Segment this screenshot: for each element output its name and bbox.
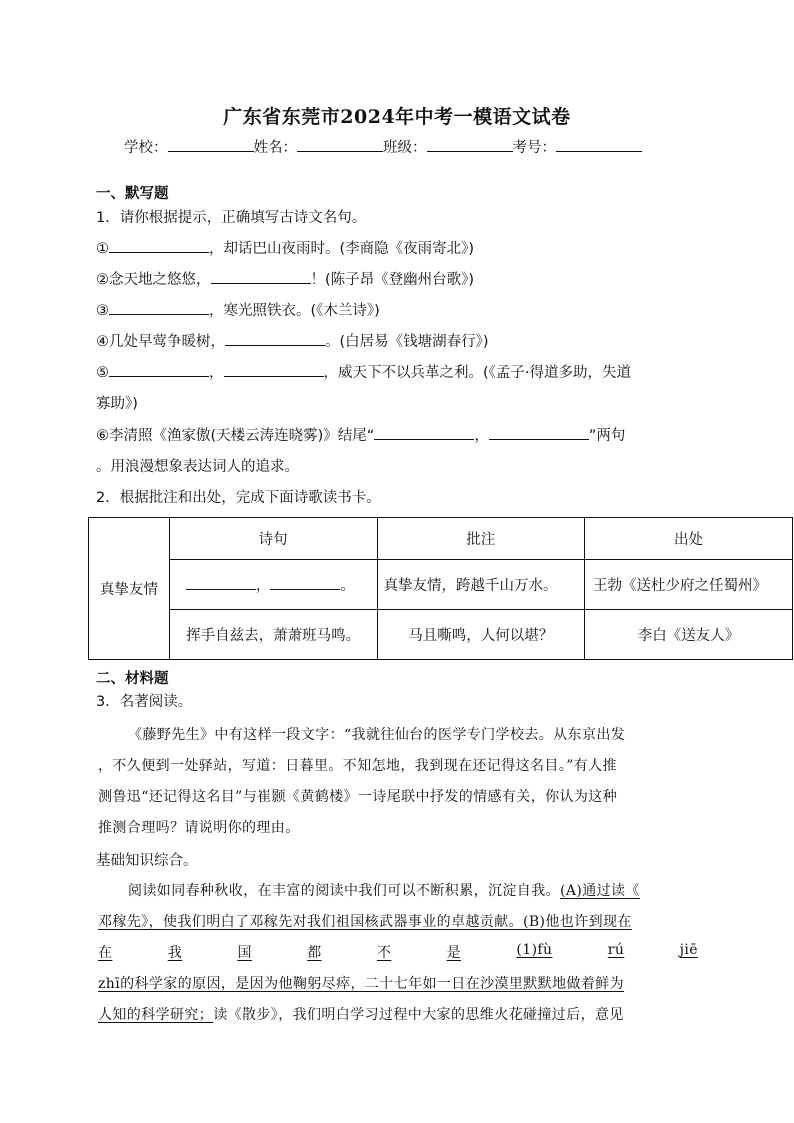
item5-number: ⑤ (96, 365, 109, 381)
recitation-item-6 (96, 424, 625, 445)
question1-intro: 1．请你根据提示，正确填写古诗文名句。 (96, 210, 367, 226)
item3-text: ，寒光照铁衣。(《木兰诗》) (209, 303, 380, 319)
row1-source: 王勃《送杜少府之任蜀州》 (585, 560, 793, 610)
item1-blank[interactable] (109, 238, 209, 253)
name-blank[interactable] (297, 137, 383, 152)
item5-blank-b[interactable] (224, 362, 324, 377)
header-poem: 诗句 (169, 518, 377, 560)
name-label: 姓名： (253, 140, 297, 156)
item6-text-a: ⑥李清照《渔家傲(天楼云涛连晓雾)》结尾“ (96, 428, 375, 444)
word: 是 (446, 945, 462, 961)
item5-sep: ， (209, 365, 224, 381)
table-blank-a[interactable] (186, 575, 256, 590)
item5-blank-a[interactable] (109, 362, 209, 377)
school-blank[interactable] (168, 137, 254, 152)
item6-blank-a[interactable] (374, 425, 474, 440)
item4-text-a: ④几处早莺争暖树， (96, 334, 225, 350)
item2-blank[interactable] (211, 269, 311, 284)
class-label: 班级： (383, 140, 427, 156)
item3-blank[interactable] (109, 300, 209, 315)
reading-passage-line-4: zhī的科学家的原因，是因为他鞠躬尽瘁，二十七年如一日在沙漠里默默地做着鲜为 (98, 976, 625, 992)
item2-text-a: ②念天地之悠悠， (96, 272, 211, 288)
header-note: 批注 (377, 518, 585, 560)
item6-sep: ， (474, 428, 489, 444)
table-blank-b[interactable] (270, 575, 340, 590)
item1-text: ，却话巴山夜雨时。(李商隐《夜雨寄北》) (209, 241, 475, 257)
word: 不 (376, 945, 392, 961)
recitation-item-5 (96, 361, 631, 382)
reading-passage-line-1 (128, 880, 640, 900)
underlined-sentence: 人知的科学研究； (98, 1007, 214, 1023)
item5-text: ，威天下不以兵革之利。(《孟子·得道多助，失道 (323, 365, 632, 381)
reading-passage-line-2: 邓稼先》，使我们明白了邓稼先对我们祖国核武器事业的卓越贡献。(B)他也许到现在 (98, 914, 632, 930)
pinyin: jiē (679, 942, 698, 958)
school-label: 学校： (124, 140, 168, 156)
row2-poem: 挥手自兹去，萧萧班马鸣。 (169, 610, 377, 660)
passage-text: 阅读如同春种秋收，在丰富的阅读中我们可以不断积累，沉淀自我。 (128, 883, 560, 899)
row1-sep: ， (255, 578, 271, 594)
question3-intro: 3．名著阅读。 (96, 694, 193, 710)
reading-passage-line-5 (98, 1004, 624, 1024)
passage-line: ，不久便到一处驿站，写道：日暮里。不知怎地，我到现在还记得这名目。”有人推 (98, 758, 617, 774)
item3-number: ③ (96, 303, 109, 319)
number-label: 考号： (512, 140, 556, 156)
row1-poem-cell (169, 560, 377, 610)
recitation-item-4 (96, 330, 489, 351)
row-label-cell (89, 518, 170, 660)
recitation-item-3 (96, 299, 380, 320)
word: 国 (237, 945, 252, 961)
item1-number: ① (96, 241, 109, 257)
row1-end: 。 (340, 578, 355, 594)
section2-heading: 二、材料题 (96, 671, 169, 687)
passage-line: 《藤野先生》中有这样一段文字：“我就往仙台的医学专门学校去。从东京出发 (128, 727, 626, 743)
recitation-item-2 (96, 268, 474, 289)
recitation-item-6-cont: 。用浪漫想象表达词人的追求。 (96, 459, 299, 475)
item6-text-b: ”两句 (588, 428, 626, 444)
item4-text-b: 。(白居易《钱塘湖春行》) (325, 334, 489, 350)
word: 在 (98, 945, 113, 961)
recitation-item-5-cont: 寡助》) (96, 396, 138, 412)
underlined-sentence: (A)通过读《 (560, 883, 640, 899)
reading-card-table (88, 517, 793, 660)
row2-source: 李白《送友人》 (585, 610, 793, 660)
item6-blank-b[interactable] (489, 425, 589, 440)
row-label: 真挚友情 (99, 582, 158, 598)
row2-note: 马且嘶鸣，人何以堪？ (377, 610, 585, 660)
word: 都 (307, 945, 322, 961)
passage-line: 测鲁迅“还记得这名目”与崔颢《黄鹤楼》一诗尾联中抒发的情感有关，你认为这种 (98, 789, 618, 805)
pinyin: rú (607, 942, 625, 958)
student-info-line (124, 136, 642, 157)
header-source: 出处 (585, 518, 793, 560)
page-title: 广东省东莞市2024年中考一模语文试卷 (223, 106, 571, 128)
passage-line: 推测合理吗？请说明你的理由。 (98, 820, 300, 836)
section1-heading: 一、默写题 (96, 186, 169, 202)
word: 我 (167, 945, 183, 961)
item2-text-b: ！(陈子昂《登幽州台歌》) (310, 272, 475, 288)
passage-text: 读《散步》，我们明白学习过程中大家的思维火花碰撞过后，意见 (213, 1007, 624, 1023)
reading-passage-line-3 (98, 942, 698, 962)
recitation-item-1 (96, 237, 474, 258)
row1-note: 真挚友情，跨越千山万水。 (377, 560, 585, 610)
number-blank[interactable] (556, 137, 642, 152)
pinyin: (1)fù (516, 942, 553, 958)
basic-knowledge-heading: 基础知识综合。 (96, 853, 198, 869)
item4-blank[interactable] (225, 331, 325, 346)
class-blank[interactable] (427, 137, 513, 152)
question2-intro: 2．根据批注和出处，完成下面诗歌读书卡。 (96, 490, 381, 506)
